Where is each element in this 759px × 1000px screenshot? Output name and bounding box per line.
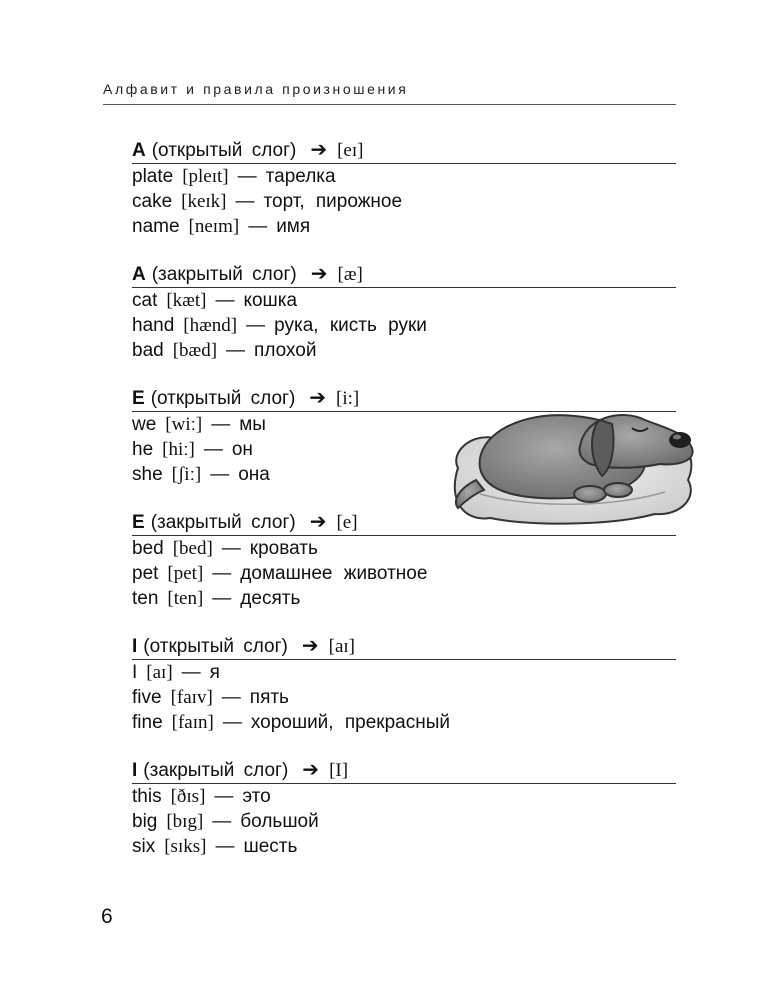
dash: — (235, 191, 255, 212)
arrow-right-icon: ➔ (309, 511, 327, 533)
word: fine (132, 712, 163, 733)
dash: — (203, 439, 223, 460)
arrow-right-icon: ➔ (301, 635, 319, 657)
word: pet (132, 563, 159, 584)
running-head: Алфавит и правила произношения (103, 81, 409, 97)
word: big (132, 811, 158, 832)
rule-section-e-closed (132, 510, 676, 611)
transcription: [kæt] (166, 290, 207, 311)
word: name (132, 216, 180, 237)
word: six (132, 836, 156, 857)
transcription: [ten] (167, 588, 204, 609)
section-letter: A (132, 264, 146, 285)
translation: я (209, 662, 220, 683)
word-row (132, 412, 676, 437)
word: bed (132, 538, 164, 559)
section-letter: E (132, 512, 145, 533)
translation: пять (249, 687, 289, 708)
section-header (132, 138, 676, 164)
transcription: [faɪv] (170, 687, 213, 708)
transcription: [ðɪs] (170, 786, 206, 807)
header-divider (103, 104, 676, 105)
transcription: [sɪks] (164, 836, 207, 857)
word: five (132, 687, 162, 708)
word: cake (132, 191, 173, 212)
word-row (132, 214, 676, 239)
transcription: [faɪn] (171, 712, 214, 733)
translation: хороший, прекрасный (250, 712, 450, 733)
syllable-type: (открытый слог) (143, 636, 288, 657)
page-number: 6 (101, 905, 113, 928)
transcription: [wiː] (165, 414, 203, 435)
word-row (132, 313, 676, 338)
dash: — (181, 662, 201, 683)
arrow-right-icon: ➔ (310, 139, 328, 161)
section-header (132, 386, 676, 412)
word-row (132, 586, 676, 611)
section-header (132, 634, 676, 660)
dash: — (226, 340, 246, 361)
transcription: [keɪk] (181, 191, 227, 212)
rule-section-i-open (132, 634, 676, 735)
translation: торт, пирожное (263, 191, 403, 212)
section-letter: I (132, 636, 138, 657)
section-letter: I (132, 760, 138, 781)
dash: — (212, 588, 232, 609)
word-row (132, 660, 676, 685)
word-row (132, 809, 676, 834)
word-row (132, 834, 676, 859)
translation: тарелка (265, 166, 336, 187)
section-letter: A (132, 140, 146, 161)
transcription: [pet] (167, 563, 204, 584)
syllable-type: (открытый слог) (151, 140, 297, 161)
word-row (132, 288, 676, 313)
dash: — (215, 290, 235, 311)
dash: — (214, 786, 234, 807)
dash: — (211, 414, 231, 435)
dash: — (210, 464, 230, 485)
translation: большой (240, 811, 319, 832)
translation: домашнее животное (240, 563, 428, 584)
section-letter: E (132, 388, 145, 409)
translation: кровать (249, 538, 318, 559)
word: she (132, 464, 163, 485)
arrow-right-icon: ➔ (310, 263, 328, 285)
section-header (132, 758, 676, 784)
section-sound: [I] (329, 760, 349, 781)
section-sound: [e] (336, 512, 358, 533)
rule-section-i-closed (132, 758, 676, 859)
transcription: [hænd] (183, 315, 238, 336)
translation: это (242, 786, 271, 807)
section-sound: [eɪ] (337, 140, 364, 161)
word-row (132, 462, 676, 487)
word: I (132, 662, 138, 683)
word-row (132, 710, 676, 735)
translation: шесть (243, 836, 298, 857)
section-header (132, 262, 676, 288)
rule-section-a-closed (132, 262, 676, 363)
word-row (132, 685, 676, 710)
translation: плохой (254, 340, 317, 361)
translation: он (231, 439, 253, 460)
syllable-type: (открытый слог) (150, 388, 296, 409)
rule-section-e-open (132, 386, 676, 487)
word: ten (132, 588, 159, 609)
translation: рука, кисть руки (274, 315, 427, 336)
transcription: [aɪ] (146, 662, 173, 683)
dash: — (237, 166, 257, 187)
dash: — (215, 836, 235, 857)
word-row (132, 561, 676, 586)
word: plate (132, 166, 174, 187)
transcription: [hiː] (162, 439, 195, 460)
arrow-right-icon: ➔ (302, 759, 320, 781)
translation: кошка (243, 290, 298, 311)
transcription: [ʃiː] (171, 464, 202, 485)
word-row (132, 189, 676, 214)
word: he (132, 439, 154, 460)
syllable-type: (закрытый слог) (143, 760, 289, 781)
word-row (132, 338, 676, 363)
translation: она (238, 464, 270, 485)
word: bad (132, 340, 164, 361)
arrow-right-icon: ➔ (309, 387, 327, 409)
translation: десять (240, 588, 301, 609)
word-row (132, 784, 676, 809)
section-sound: [aɪ] (328, 636, 356, 657)
word-row (132, 437, 676, 462)
transcription: [neɪm] (188, 216, 240, 237)
word: hand (132, 315, 175, 336)
word: cat (132, 290, 158, 311)
section-sound: [æ] (337, 264, 363, 285)
translation: имя (276, 216, 311, 237)
dash: — (246, 315, 266, 336)
syllable-type: (закрытый слог) (150, 512, 296, 533)
dash: — (221, 687, 241, 708)
transcription: [bɪg] (166, 811, 204, 832)
rule-section-a-open (132, 138, 676, 239)
dash: — (248, 216, 268, 237)
transcription: [bed] (172, 538, 213, 559)
word: we (132, 414, 157, 435)
dash: — (212, 563, 232, 584)
dash: — (222, 712, 242, 733)
word-row (132, 164, 676, 189)
word: this (132, 786, 162, 807)
syllable-type: (закрытый слог) (151, 264, 297, 285)
word-row (132, 536, 676, 561)
section-sound: [i:] (336, 388, 360, 409)
dash: — (212, 811, 232, 832)
section-header (132, 510, 676, 536)
transcription: [pleɪt] (182, 166, 229, 187)
dash: — (221, 538, 241, 559)
translation: мы (239, 414, 266, 435)
transcription: [bæd] (172, 340, 218, 361)
